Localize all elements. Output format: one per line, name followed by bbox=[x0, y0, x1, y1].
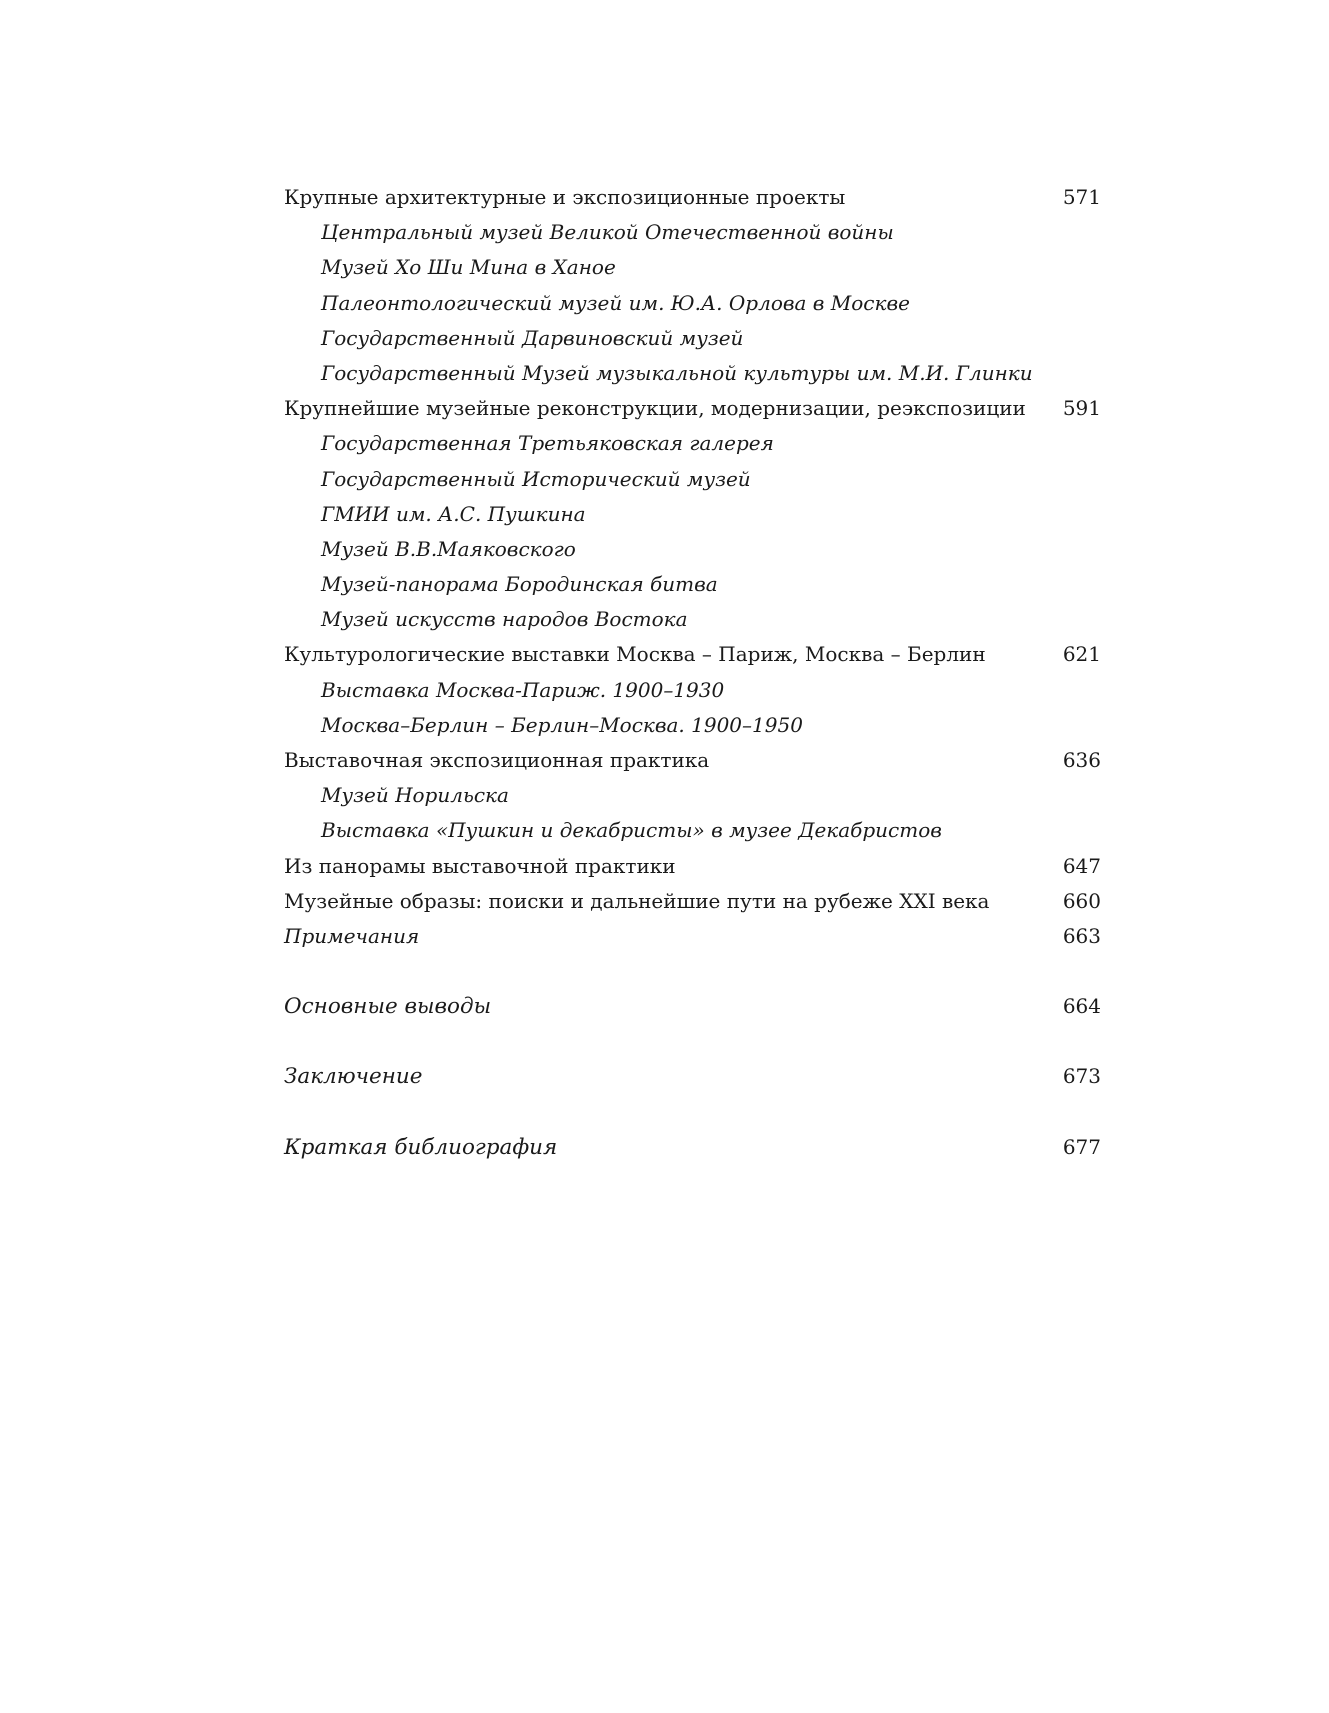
toc-subentry bbox=[284, 250, 1114, 285]
toc-entry-title: Выставочная экспозиционная практика bbox=[284, 748, 710, 772]
toc-entry-title: Примечания bbox=[284, 923, 420, 948]
toc-entry-title: Крупнейшие музейные реконструкции, модернизации, реэкспозиции bbox=[284, 396, 1026, 421]
toc-subentry-title: Музей искусств народов Востока bbox=[321, 607, 688, 632]
toc-entry-notes bbox=[284, 919, 1114, 954]
toc-section-title: Основные выводы bbox=[284, 994, 492, 1020]
toc-subentry-title: Музей Хо Ши Мина в Ханое bbox=[321, 255, 616, 280]
toc-subentry-title: Государственный Дарвиновский музей bbox=[321, 325, 744, 350]
toc-entry-page: 571 bbox=[1062, 185, 1101, 209]
toc-entry-page: 636 bbox=[1062, 748, 1101, 772]
toc-subentry bbox=[284, 497, 1114, 532]
toc-subentry bbox=[284, 462, 1114, 497]
toc-subentry bbox=[284, 602, 1114, 637]
toc-subentry-title: Выставка Москва-Париж. 1900–1930 bbox=[321, 677, 725, 702]
toc-section bbox=[284, 1130, 1114, 1165]
toc-entry bbox=[284, 743, 1114, 778]
toc-entry bbox=[284, 884, 1114, 919]
toc-subentry-title: Москва–Берлин – Берлин–Москва. 1900–1950 bbox=[321, 712, 803, 737]
toc-entry-title: Из панорамы выставочной практики bbox=[284, 853, 676, 878]
toc-section-page: 677 bbox=[1062, 1134, 1101, 1159]
section-spacer bbox=[284, 1095, 1114, 1130]
toc-subentry-title: Государственная Третьяковская галерея bbox=[321, 431, 774, 456]
toc-entry-title: Крупные архитектурные и экспозиционные проекты bbox=[284, 185, 846, 209]
toc-subentry bbox=[284, 286, 1114, 321]
toc-entry-title: Музейные образы: поиски и дальнейшие пути на рубеже XXI века bbox=[284, 888, 990, 913]
toc-subentry-title: Музей Норильска bbox=[321, 783, 509, 808]
toc-section-page: 673 bbox=[1062, 1064, 1101, 1089]
toc-entry-page: 660 bbox=[1062, 888, 1101, 913]
toc-section bbox=[284, 1059, 1114, 1094]
section-spacer bbox=[284, 1024, 1114, 1059]
toc-subentry bbox=[284, 356, 1114, 391]
toc-subentry bbox=[284, 813, 1114, 848]
toc-subentry-title: ГМИИ им. А.С. Пушкина bbox=[321, 501, 586, 526]
toc-section bbox=[284, 989, 1114, 1024]
toc-subentry-title: Выставка «Пушкин и декабристы» в музее Декабристов bbox=[321, 818, 942, 843]
toc-subentry bbox=[284, 567, 1114, 602]
toc-subentry-title: Палеонтологический музей им. Ю.А. Орлова в Москве bbox=[321, 290, 910, 315]
section-spacer bbox=[284, 954, 1114, 989]
toc-section-page: 664 bbox=[1062, 994, 1101, 1019]
toc-entry bbox=[284, 637, 1114, 672]
toc-section-title: Заключение bbox=[284, 1064, 423, 1090]
toc-subentry bbox=[284, 673, 1114, 708]
toc-entry-page: 647 bbox=[1062, 853, 1101, 878]
toc-subentry-title: Государственный Музей музыкальной культуры им. М.И. Глинки bbox=[321, 360, 1033, 385]
toc-subentry-title: Центральный музей Великой Отечественной войны bbox=[321, 220, 894, 245]
toc-entry-title: Культурологические выставки Москва – Париж, Москва – Берлин bbox=[284, 642, 986, 667]
toc-subentry-title: Музей В.В.Маяковского bbox=[321, 536, 576, 561]
toc-entry bbox=[284, 849, 1114, 884]
toc-subentry bbox=[284, 778, 1114, 813]
toc-subentry-title: Музей-панорама Бородинская битва bbox=[321, 572, 718, 597]
toc-subentry bbox=[284, 426, 1114, 461]
toc-section-title: Краткая библиография bbox=[284, 1134, 558, 1160]
toc-entry-page: 663 bbox=[1062, 923, 1101, 948]
toc-entry-page: 591 bbox=[1062, 396, 1101, 421]
toc-subentry bbox=[284, 215, 1114, 250]
toc-entry bbox=[284, 180, 1114, 215]
toc-entry bbox=[284, 391, 1114, 426]
toc-subentry bbox=[284, 321, 1114, 356]
toc-subentry-title: Государственный Исторический музей bbox=[321, 466, 751, 491]
toc-entry-page: 621 bbox=[1062, 642, 1101, 667]
toc-subentry bbox=[284, 532, 1114, 567]
toc-subentry bbox=[284, 708, 1114, 743]
table-of-contents bbox=[284, 180, 1114, 1165]
